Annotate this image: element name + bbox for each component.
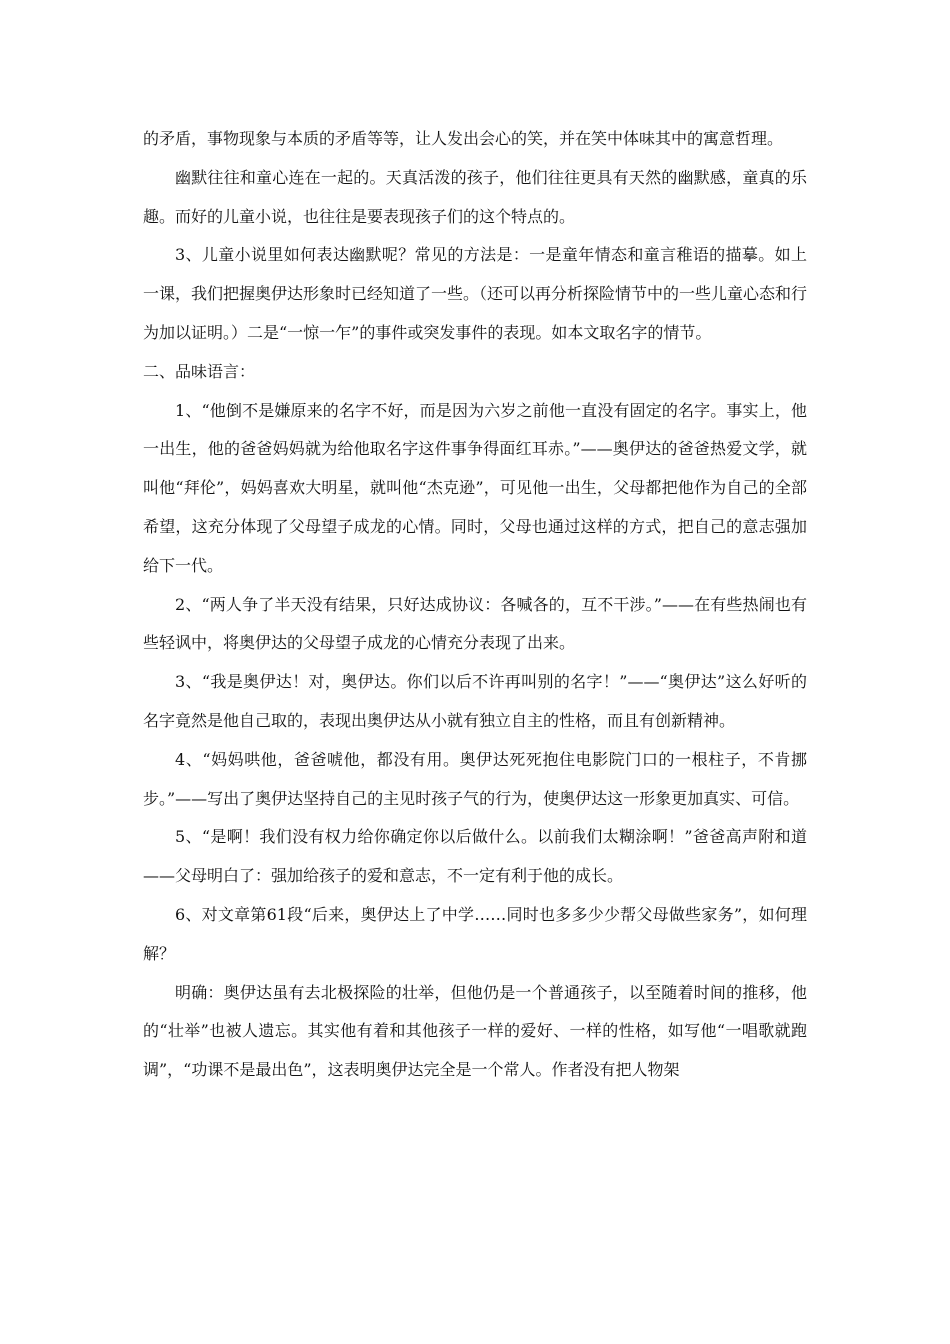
- paragraph-answer: 明确：奥伊达虽有去北极探险的壮举，但他仍是一个普通孩子，以至随着时间的推移，他的“壮举”也被人遗忘。其实他有着和其他孩子一样的爱好、一样的性格，如写他“一唱歌就跑调”，“功课不是最出色”，这表明奥伊达完全是一个常人。作者没有把人物架: [143, 982, 807, 1080]
- list-item-1: 1、“他倒不是嫌原来的名字不好，而是因为六岁之前他一直没有固定的名字。事实上，他一出生，他的爸爸妈妈就为给他取名字这件事争得面红耳赤。”——奥伊达的爸爸热爱文学，就叫他“拜伦”，妈妈喜欢大明星，就叫他“杰克逊”，可见他一出生，父母都把他作为自己的全部希望，这充分体现了父母望子成龙的心情。同时，父母也通过这样的方式，把自己的意志强加给下一代。: [143, 400, 807, 575]
- paragraph-contradiction-conclusion: 的矛盾，事物现象与本质的矛盾等等，让人发出会心的笑，并在笑中体味其中的寓意哲理。: [143, 129, 784, 148]
- paragraph-humor-childlike: 幽默往往和童心连在一起的。天真活泼的孩子，他们往往更具有天然的幽默感，童真的乐趣。而好的儿童小说，也往往是要表现孩子们的这个特点的。: [143, 167, 807, 226]
- document-body: [143, 120, 807, 1090]
- list-item-4: 4、“妈妈哄他，爸爸唬他，都没有用。奥伊达死死抱住电影院门口的一根柱子，不肯挪步。”——写出了奥伊达坚持自己的主见时孩子气的行为，使奥伊达这一形象更加真实、可信。: [143, 749, 807, 808]
- paragraph-humor-methods: 3、儿童小说里如何表达幽默呢？常见的方法是：一是童年情态和童言稚语的描摹。如上一课，我们把握奥伊达形象时已经知道了一些。（还可以再分析探险情节中的一些儿童心态和行为加以证明。）二是“一惊一乍”的事件或突发事件的表现。如本文取名字的情节。: [143, 245, 808, 342]
- list-item-5: 5、“是啊！我们没有权力给你确定你以后做什么。以前我们太糊涂啊！”爸爸高声附和道——父母明白了：强加给孩子的爱和意志，不一定有利于他的成长。: [143, 827, 807, 886]
- section-heading-language: 二、品味语言：: [143, 361, 256, 381]
- list-item-6: 6、对文章第61段“后来，奥伊达上了中学……同时也多多少少帮父母做些家务”，如何理解？: [143, 904, 807, 963]
- list-item-3: 3、“我是奥伊达！对，奥伊达。你们以后不许再叫别的名字！”——“奥伊达”这么好听的名字竟然是他自己取的，表现出奥伊达从小就有独立自主的性格，而且有创新精神。: [143, 672, 807, 730]
- list-item-2: 2、“两人争了半天没有结果，只好达成协议：各喊各的，互不干涉。”——在有些热闹也有些轻讽中，将奥伊达的父母望子成龙的心情充分表现了出来。: [143, 594, 807, 653]
